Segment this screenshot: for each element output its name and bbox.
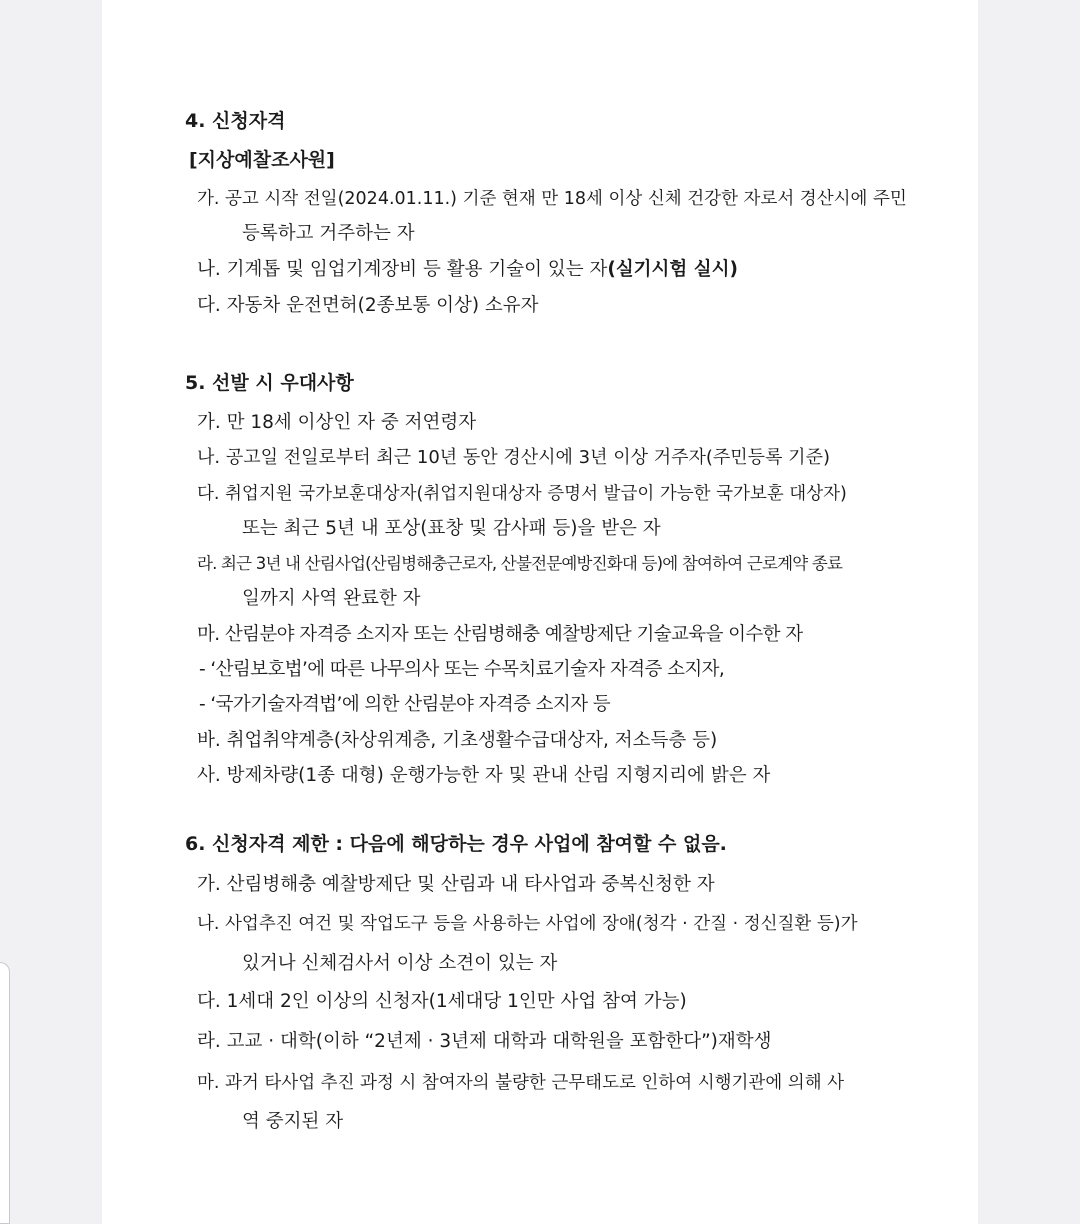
list-item: 일까지 사역 완료한 자 [242, 588, 421, 609]
section-4-heading: 4. 신청자격 [185, 110, 286, 132]
section-4-subheading: [지상예찰조사원] [189, 149, 335, 171]
list-item: 나. 기계톱 및 임업기계장비 등 활용 기술이 있는 자(실기시험 실시) [197, 259, 738, 280]
section-6-heading: 6. 신청자격 제한 : 다음에 해당하는 경우 사업에 참여할 수 없음. [185, 833, 727, 855]
document-page [102, 0, 978, 1224]
list-item: 역 중지된 자 [242, 1111, 344, 1132]
list-item: 나. 사업추진 여건 및 작업도구 등을 사용하는 사업에 장애(청각 · 간질 · 정신질환 등)가 [197, 914, 858, 934]
list-item: 라. 최근 3년 내 산림사업(산림병해충근로자, 산불전문예방진화대 등)에 참여하여 근로계약 종료 [197, 554, 843, 573]
side-panel-handle[interactable] [0, 962, 10, 1224]
list-item: 있거나 신체검사서 이상 소견이 있는 자 [242, 953, 558, 974]
list-item: 가. 만 18세 이상인 자 중 저연령자 [197, 412, 477, 433]
list-item: 가. 공고 시작 전일(2024.01.11.) 기준 현재 만 18세 이상 신체 건강한 자로서 경산시에 주민 [197, 189, 907, 209]
list-item: 또는 최근 5년 내 포상(표창 및 감사패 등)을 받은 자 [242, 518, 661, 539]
list-item: 다. 취업지원 국가보훈대상자(취업지원대상자 증명서 발급이 가능한 국가보훈 대상자) [197, 484, 847, 504]
list-item: 마. 과거 타사업 추진 과정 시 참여자의 불량한 근무태도로 인하여 시행기관에 의해 사 [197, 1073, 845, 1093]
section-5-heading: 5. 선발 시 우대사항 [185, 372, 354, 394]
list-item: 라. 고교 · 대학(이하 “2년제 · 3년제 대학과 대학원을 포함한다”)재학생 [197, 1031, 772, 1052]
list-item: 등록하고 거주하는 자 [242, 223, 415, 244]
practical-exam-note: (실기시험 실시) [607, 259, 738, 280]
list-item: - ‘국가기술자격법’에 의한 산림분야 자격증 소지자 등 [199, 694, 611, 715]
list-item: 마. 산림분야 자격증 소지자 또는 산림병해충 예찰방제단 기술교육을 이수한 자 [197, 624, 803, 645]
list-item: 사. 방제차량(1종 대형) 운행가능한 자 및 관내 산림 지형지리에 밝은 자 [197, 765, 771, 786]
list-item: - ‘산림보호법’에 따른 나무의사 또는 수목치료기술자 자격증 소지자, [199, 659, 725, 680]
list-item: 다. 자동차 운전면허(2종보통 이상) 소유자 [197, 295, 539, 316]
list-item: 바. 취업취약계층(차상위계층, 기초생활수급대상자, 저소득층 등) [197, 730, 718, 751]
list-item: 나. 공고일 전일로부터 최근 10년 동안 경산시에 3년 이상 거주자(주민등록 기준) [197, 447, 830, 468]
list-item: 가. 산림병해충 예찰방제단 및 산림과 내 타사업과 중복신청한 자 [197, 874, 715, 895]
list-item: 다. 1세대 2인 이상의 신청자(1세대당 1인만 사업 참여 가능) [197, 991, 687, 1012]
